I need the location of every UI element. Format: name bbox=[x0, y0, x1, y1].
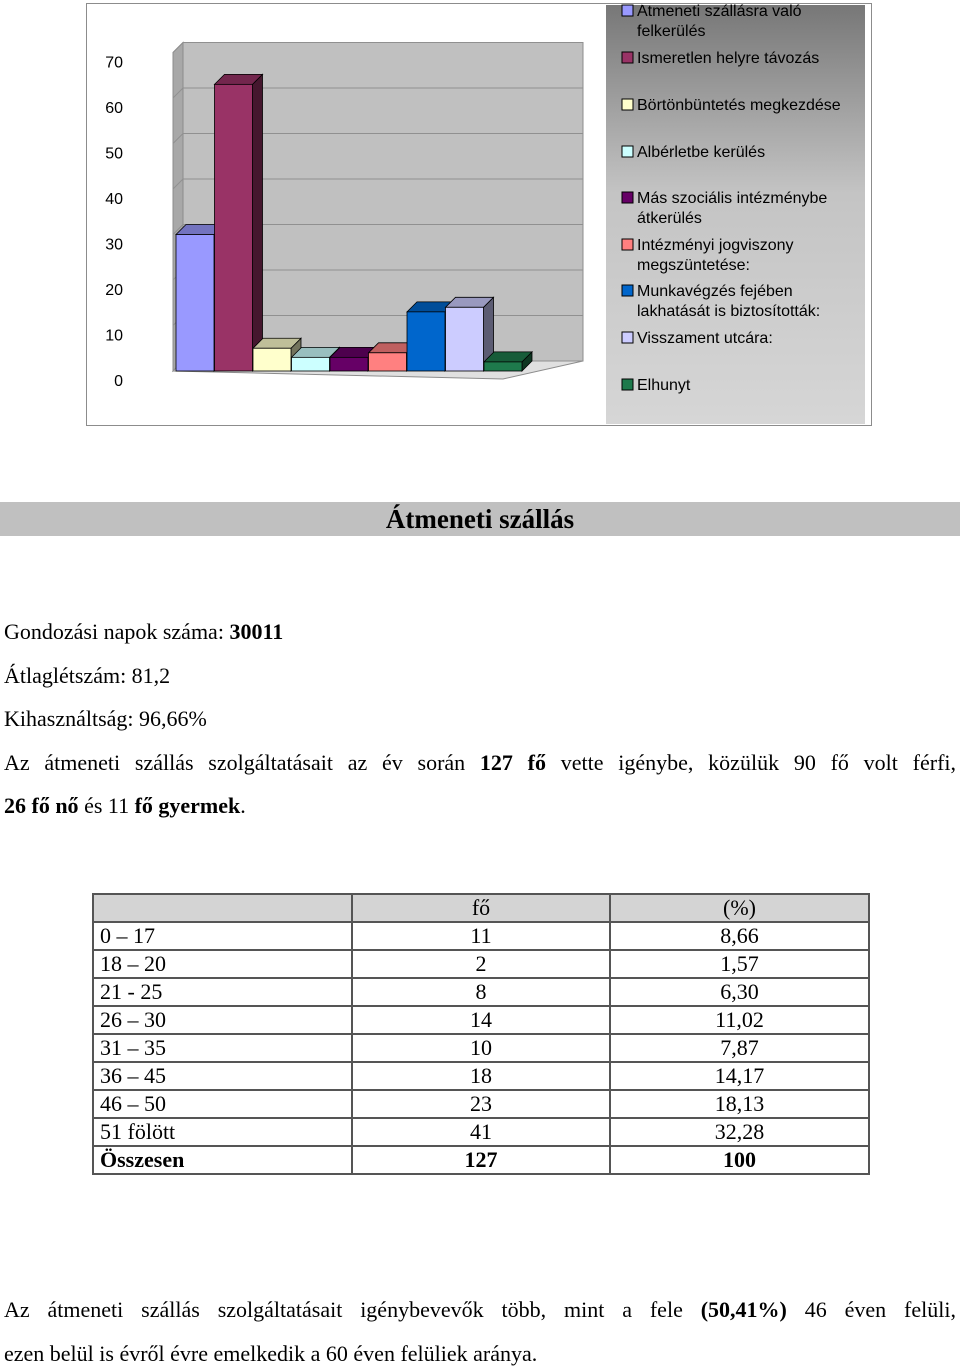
table-cell: 18,13 bbox=[610, 1090, 869, 1118]
table-row bbox=[93, 1118, 869, 1146]
legend-swatch bbox=[622, 192, 633, 203]
y-tick-label: 50 bbox=[105, 145, 123, 163]
table-cell: 46 – 50 bbox=[93, 1090, 352, 1118]
table-cell: 14,17 bbox=[610, 1062, 869, 1090]
summary-text-4: . bbox=[240, 793, 246, 818]
table-cell: 10 bbox=[352, 1034, 610, 1062]
legend-swatch bbox=[622, 285, 633, 296]
y-tick-label: 20 bbox=[105, 282, 123, 299]
bar-front bbox=[330, 357, 368, 371]
legend-label: Elhunyt bbox=[637, 377, 691, 394]
legend-item bbox=[622, 144, 765, 161]
bar-front bbox=[215, 84, 253, 371]
table-cell: 127 bbox=[352, 1146, 610, 1174]
section-title: Átmeneti szállás bbox=[385, 504, 575, 534]
table-total-row bbox=[93, 1146, 869, 1174]
bar-front bbox=[446, 307, 484, 371]
table-cell: 18 – 20 bbox=[93, 950, 352, 978]
summary-text-3: és 11 bbox=[78, 793, 135, 818]
legend-label: felkerülés bbox=[637, 23, 706, 40]
table-row bbox=[93, 950, 869, 978]
legend-label: átkerülés bbox=[637, 210, 702, 227]
bar-front bbox=[176, 235, 214, 372]
table-cell: 11 bbox=[352, 922, 610, 950]
table-cell: 14 bbox=[352, 1006, 610, 1034]
summary-bold-total: 127 fő bbox=[479, 750, 547, 775]
legend-label: megszüntetése: bbox=[637, 257, 750, 274]
bar bbox=[484, 352, 532, 371]
table-row bbox=[93, 1034, 869, 1062]
table-cell: 51 fölött bbox=[93, 1118, 352, 1146]
table-row bbox=[93, 1006, 869, 1034]
table-cell: 11,02 bbox=[610, 1006, 869, 1034]
legend-swatch bbox=[622, 99, 633, 110]
y-tick-label: 40 bbox=[105, 191, 123, 208]
legend-swatch bbox=[622, 379, 633, 390]
legend-swatch bbox=[622, 146, 633, 157]
average-headcount: Átlaglétszám: 81,2 bbox=[4, 663, 171, 688]
care-days-value: 30011 bbox=[229, 619, 284, 644]
table-header-row bbox=[93, 894, 869, 922]
legend-swatch bbox=[622, 52, 633, 63]
legend-swatch bbox=[622, 332, 633, 343]
table-header-cell bbox=[93, 894, 352, 922]
table-cell: 8 bbox=[352, 978, 610, 1006]
legend-label: Visszament utcára: bbox=[637, 330, 773, 347]
summary-bold-women: 26 fő nő bbox=[4, 793, 79, 818]
table-header-cell: (%) bbox=[610, 894, 869, 922]
chart-svg bbox=[87, 4, 873, 427]
care-days-line bbox=[4, 619, 283, 645]
bar-front bbox=[292, 357, 330, 371]
table-cell: 41 bbox=[352, 1118, 610, 1146]
bar-side bbox=[253, 74, 263, 371]
table-header-cell: fő bbox=[352, 894, 610, 922]
y-tick-label: 60 bbox=[105, 100, 123, 117]
summary-text-2: vette igénybe, közülük 90 fő volt férfi, bbox=[546, 750, 957, 775]
legend-label: Munkavégzés fejében bbox=[637, 283, 793, 300]
table-cell: 32,28 bbox=[610, 1118, 869, 1146]
table-cell: 7,87 bbox=[610, 1034, 869, 1062]
legend-label: Börtönbüntetés megkezdése bbox=[637, 97, 841, 114]
y-tick-label: 0 bbox=[114, 373, 123, 390]
table-cell: 2 bbox=[352, 950, 610, 978]
summary-bold-children: fő gyermek bbox=[134, 793, 241, 818]
closing-line-2: ezen belül is évről évre emelkedik a 60 éven felüliek aránya. bbox=[4, 1341, 538, 1366]
bar-front bbox=[253, 348, 291, 371]
summary-line-2 bbox=[4, 793, 246, 819]
legend-swatch bbox=[622, 5, 633, 16]
table-cell: 0 – 17 bbox=[93, 922, 352, 950]
y-tick-label: 10 bbox=[105, 327, 123, 345]
legend-label: Albérletbe kerülés bbox=[637, 144, 766, 161]
table-row bbox=[93, 978, 869, 1006]
table-cell: 18 bbox=[352, 1062, 610, 1090]
closing-text-2: 46 éven felüli, bbox=[786, 1297, 956, 1322]
utilization: Kihasználtság: 96,66% bbox=[4, 706, 207, 731]
table-cell: 26 – 30 bbox=[93, 1006, 352, 1034]
closing-bold-percent: (50,41%) bbox=[700, 1297, 787, 1322]
closing-line-1 bbox=[4, 1297, 956, 1323]
bar-front bbox=[369, 353, 407, 371]
y-tick-label: 70 bbox=[105, 54, 123, 72]
table-cell: 23 bbox=[352, 1090, 610, 1118]
summary-text-1: Az átmeneti szállás szolgáltatásait az év során bbox=[4, 750, 480, 775]
table-cell: 8,66 bbox=[610, 922, 869, 950]
legend-label: Ismeretlen helyre távozás bbox=[637, 50, 820, 67]
table-row bbox=[93, 1090, 869, 1118]
table-cell: 6,30 bbox=[610, 978, 869, 1006]
table-cell: 1,57 bbox=[610, 950, 869, 978]
legend-item bbox=[622, 330, 773, 347]
table-cell: 100 bbox=[610, 1146, 869, 1174]
table-cell: 21 - 25 bbox=[93, 978, 352, 1006]
bar bbox=[215, 74, 263, 371]
y-tick-label: 30 bbox=[105, 236, 123, 254]
table-cell: Összesen bbox=[93, 1146, 352, 1174]
table-cell: 31 – 35 bbox=[93, 1034, 352, 1062]
legend-label: lakhatását is biztosították: bbox=[637, 303, 821, 320]
age-distribution-table bbox=[92, 893, 870, 1175]
bar-front bbox=[484, 362, 522, 371]
legend-label: Átmeneti szállásra való bbox=[637, 4, 802, 20]
table-row bbox=[93, 1062, 869, 1090]
legend-swatch bbox=[622, 239, 633, 250]
closing-text-1: Az átmeneti szállás szolgáltatásait igénybevevők több, mint a fele bbox=[4, 1297, 701, 1322]
summary-line-1 bbox=[4, 750, 956, 776]
bar-chart bbox=[86, 3, 872, 426]
legend-item bbox=[622, 50, 819, 67]
table-row bbox=[93, 922, 869, 950]
legend-item bbox=[622, 97, 841, 114]
legend-label: Intézményi jogviszony bbox=[637, 237, 794, 254]
legend-label: Más szociális intézménybe bbox=[637, 190, 828, 207]
bar-front bbox=[407, 312, 445, 371]
care-days-label: Gondozási napok száma: bbox=[4, 619, 230, 644]
table-cell: 36 – 45 bbox=[93, 1062, 352, 1090]
